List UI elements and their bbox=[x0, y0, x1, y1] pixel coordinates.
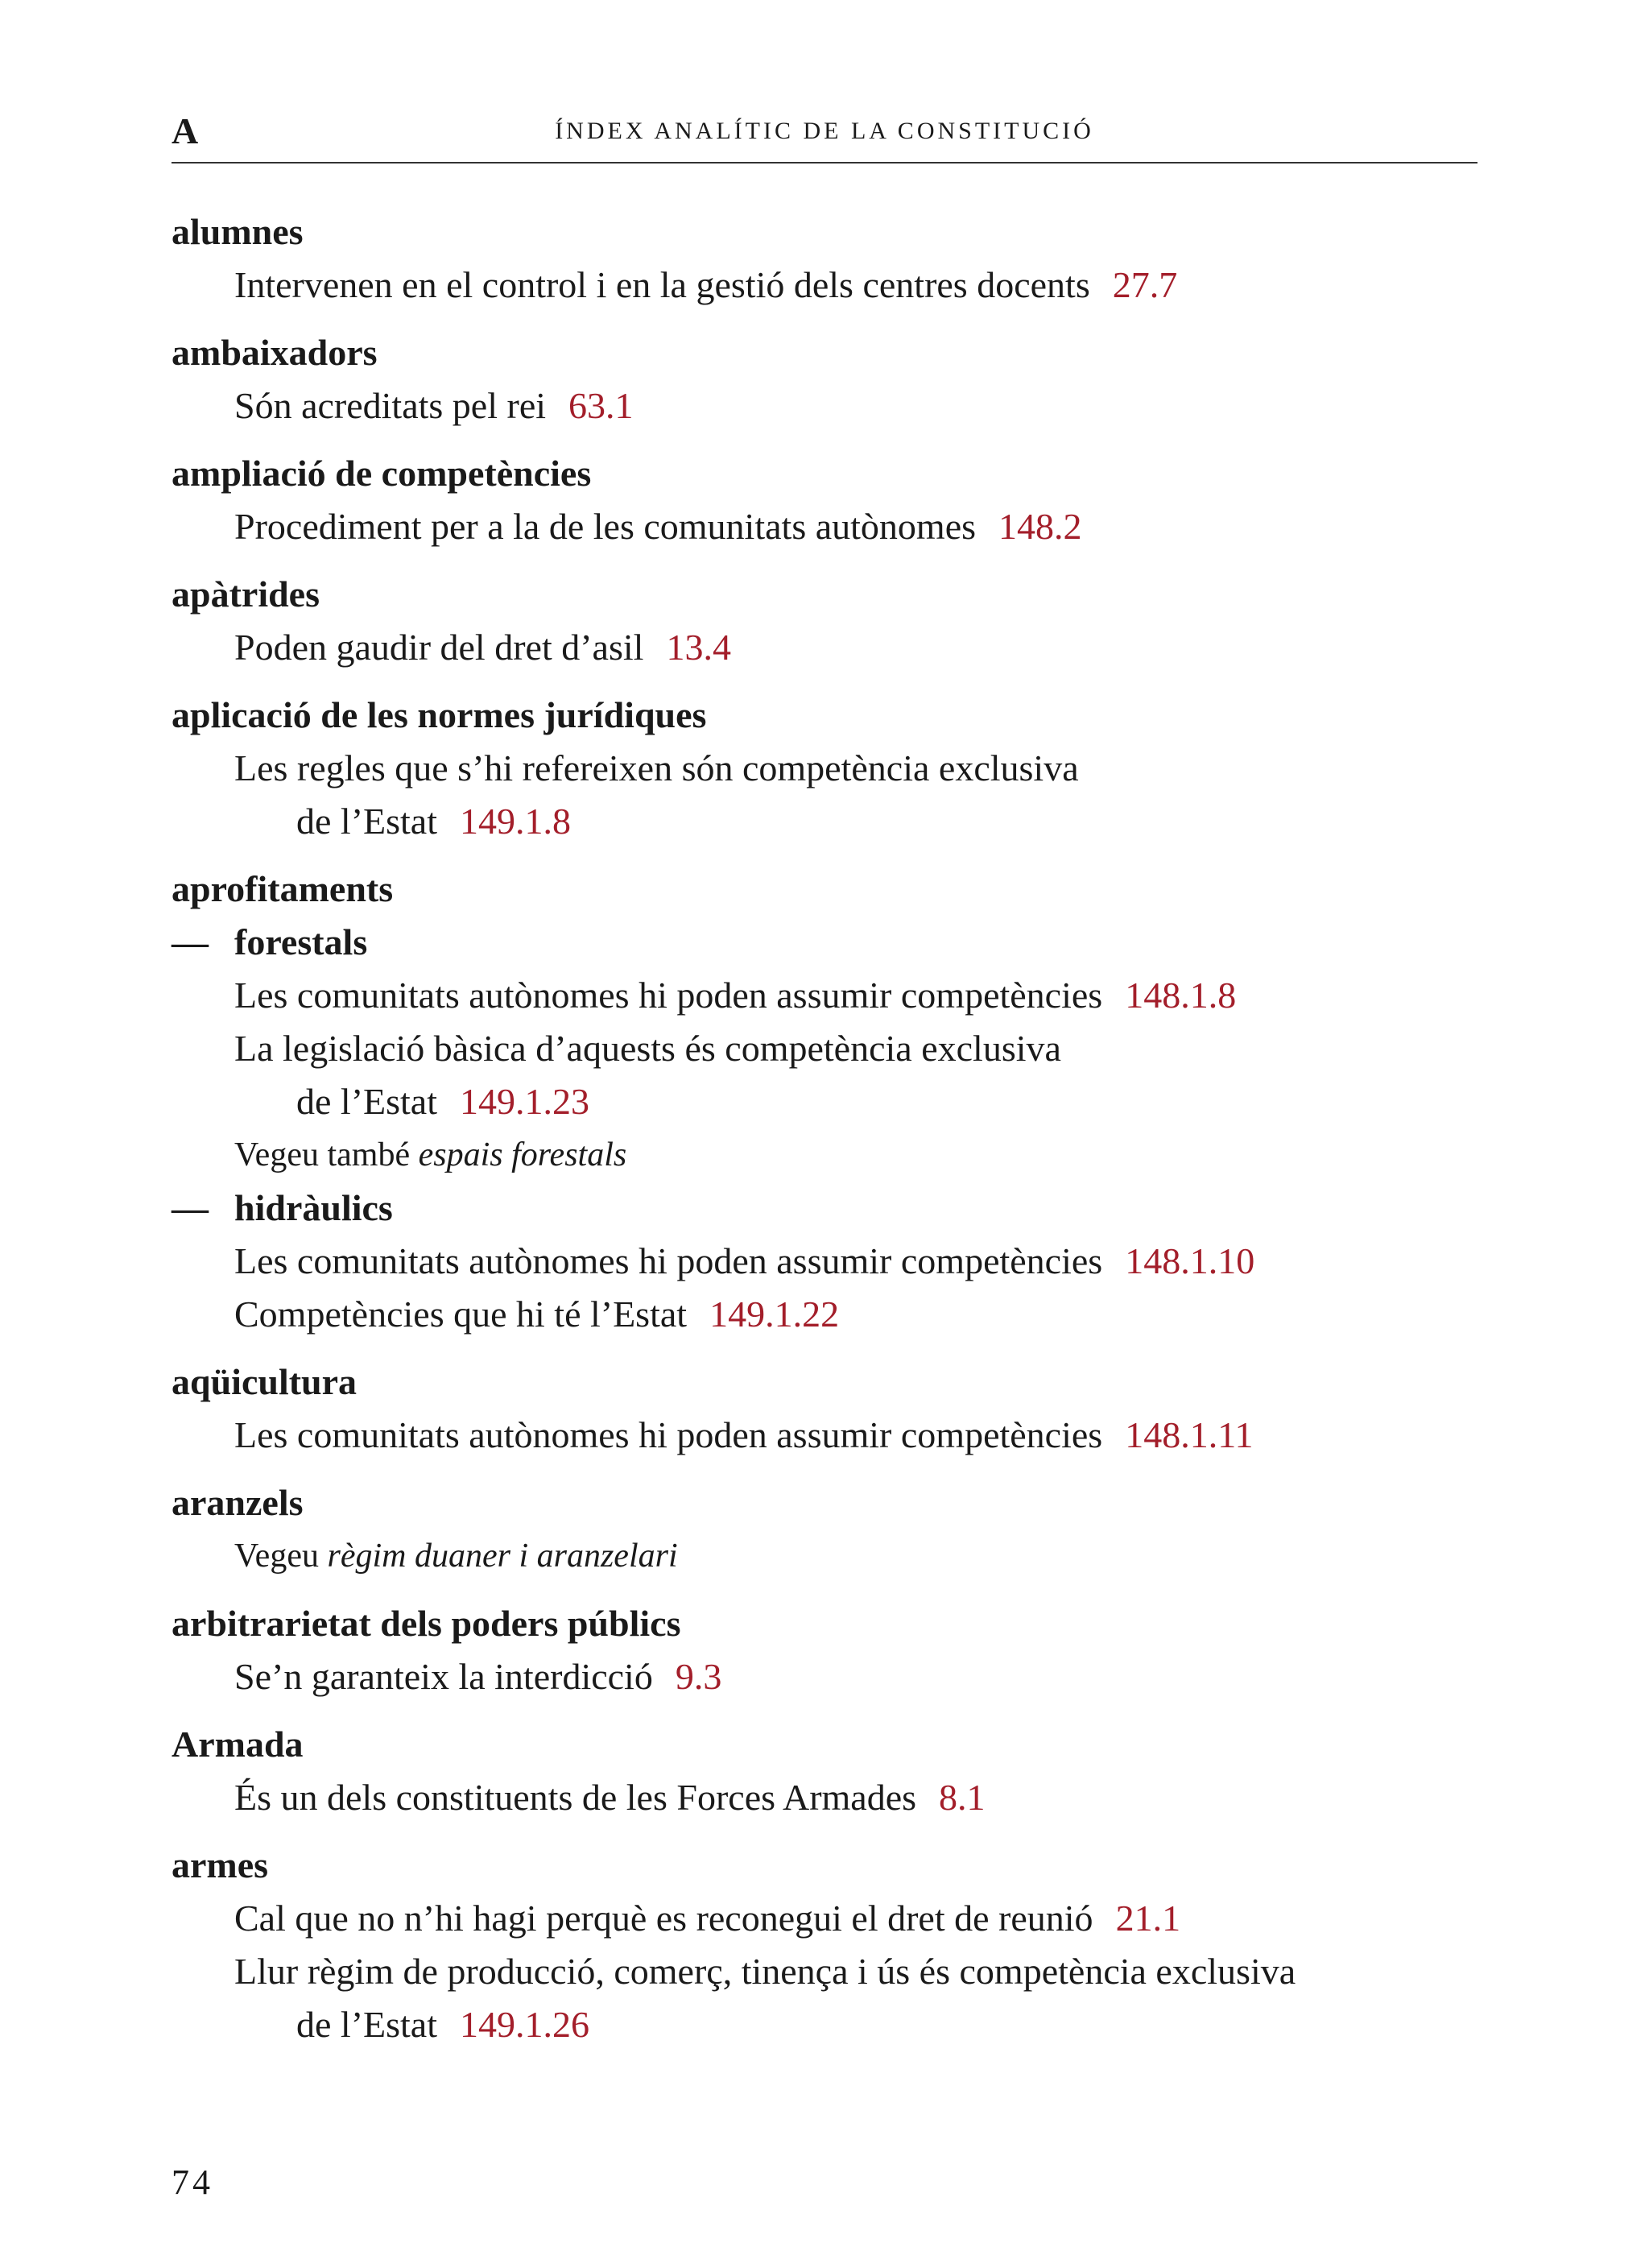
index-entry bbox=[172, 1597, 1492, 1703]
index-term: Armada bbox=[172, 1724, 304, 1765]
entry-description bbox=[172, 379, 1492, 432]
index-entry bbox=[172, 568, 1492, 674]
see-also-target: espais forestals bbox=[418, 1136, 627, 1173]
index-term: alumnes bbox=[172, 211, 304, 252]
description-text: Intervenen en el control i en la gestió dels centres docents bbox=[234, 264, 1090, 305]
article-reference: 8.1 bbox=[939, 1777, 986, 1818]
article-reference: 148.1.8 bbox=[1125, 975, 1237, 1016]
description-text: Cal que no n’hi hagi perquè es reconegui el dret de reunió bbox=[234, 1898, 1093, 1939]
description-text: És un dels constituents de les Forces Armades bbox=[234, 1777, 917, 1818]
article-reference: 63.1 bbox=[568, 385, 634, 426]
entry-description bbox=[172, 1892, 1492, 1945]
subterm-label: forestals bbox=[234, 921, 368, 962]
article-reference: 148.2 bbox=[998, 506, 1082, 547]
see-also-prefix: Vegeu també bbox=[234, 1136, 411, 1173]
description-text: Se’n garanteix la interdicció bbox=[234, 1656, 653, 1697]
section-letter: A bbox=[172, 110, 199, 151]
see-also-reference bbox=[172, 1128, 1492, 1182]
article-reference: 149.1.22 bbox=[709, 1293, 840, 1335]
index-entry bbox=[172, 1839, 1492, 2051]
index-term: aranzels bbox=[172, 1482, 304, 1523]
index-term: aplicació de les normes jurídiques bbox=[172, 694, 707, 735]
entry-description bbox=[172, 969, 1492, 1022]
entry-description bbox=[172, 1945, 1492, 1998]
index-entry bbox=[172, 326, 1492, 432]
article-reference: 149.1.23 bbox=[460, 1081, 589, 1122]
index-term: armes bbox=[172, 1844, 269, 1885]
index-entry bbox=[172, 689, 1492, 848]
see-also-prefix: Vegeu bbox=[234, 1538, 319, 1575]
article-reference: 27.7 bbox=[1112, 264, 1178, 305]
index-term: aqüicultura bbox=[172, 1361, 357, 1402]
article-reference: 21.1 bbox=[1115, 1898, 1181, 1939]
index-entry bbox=[172, 1718, 1492, 1824]
running-title: ÍNDEX ANALÍTIC DE LA CONSTITUCIÓ bbox=[555, 118, 1094, 144]
see-also-target: règim duaner i aranzelari bbox=[327, 1538, 678, 1575]
index-subterm bbox=[172, 916, 1492, 969]
entry-description bbox=[172, 1022, 1492, 1075]
index-entries bbox=[172, 205, 1492, 2066]
article-reference: 148.1.11 bbox=[1125, 1414, 1254, 1455]
index-entry bbox=[172, 1355, 1492, 1462]
index-term: ampliació de competències bbox=[172, 453, 592, 494]
description-text: Llur règim de producció, comerç, tinença i ús és competència exclusiva bbox=[234, 1951, 1296, 1992]
entry-description bbox=[172, 259, 1492, 312]
entry-description bbox=[172, 1235, 1492, 1288]
description-text: Les comunitats autònomes hi poden assumir competències bbox=[234, 975, 1103, 1016]
index-subterm bbox=[172, 1182, 1492, 1235]
index-term: ambaixadors bbox=[172, 332, 378, 373]
article-reference: 13.4 bbox=[666, 627, 731, 668]
continuation-text: de l’Estat bbox=[296, 2004, 437, 2045]
entry-description bbox=[172, 1771, 1492, 1824]
continuation-text: de l’Estat bbox=[296, 1081, 437, 1122]
entry-description bbox=[172, 621, 1492, 674]
description-text: Les comunitats autònomes hi poden assumir competències bbox=[234, 1414, 1103, 1455]
article-reference: 149.1.8 bbox=[460, 801, 571, 842]
see-also-reference bbox=[172, 1529, 1492, 1583]
index-entry bbox=[172, 1476, 1492, 1583]
page-number: 74 bbox=[172, 2162, 213, 2202]
index-term: apàtrides bbox=[172, 573, 320, 615]
page-header bbox=[172, 109, 1477, 163]
index-term: arbitrarietat dels poders públics bbox=[172, 1603, 681, 1644]
index-entry bbox=[172, 863, 1492, 1341]
entry-description bbox=[172, 1409, 1492, 1462]
entry-description bbox=[172, 1288, 1492, 1341]
article-reference: 9.3 bbox=[675, 1656, 722, 1697]
index-entry bbox=[172, 447, 1492, 553]
article-reference: 148.1.10 bbox=[1125, 1240, 1255, 1281]
entry-description bbox=[172, 742, 1492, 795]
subterm-dash: — bbox=[172, 1187, 209, 1228]
entry-description-continuation bbox=[172, 1075, 1492, 1128]
subterm-dash: — bbox=[172, 921, 209, 962]
continuation-text: de l’Estat bbox=[296, 801, 437, 842]
entry-description-continuation bbox=[172, 795, 1492, 848]
description-text: La legislació bàsica d’aquests és competència exclusiva bbox=[234, 1028, 1061, 1069]
description-text: Procediment per a la de les comunitats autònomes bbox=[234, 506, 977, 547]
entry-description bbox=[172, 1650, 1492, 1703]
index-term: aprofitaments bbox=[172, 868, 394, 909]
subterm-label: hidràulics bbox=[234, 1187, 393, 1228]
description-text: Són acreditats pel rei bbox=[234, 385, 547, 426]
entry-description-continuation bbox=[172, 1998, 1492, 2051]
article-reference: 149.1.26 bbox=[460, 2004, 589, 2045]
description-text: Les comunitats autònomes hi poden assumir competències bbox=[234, 1240, 1103, 1281]
entry-description bbox=[172, 500, 1492, 553]
description-text: Poden gaudir del dret d’asil bbox=[234, 627, 644, 668]
index-entry bbox=[172, 205, 1492, 312]
description-text: Competències que hi té l’Estat bbox=[234, 1293, 688, 1335]
description-text: Les regles que s’hi refereixen són competència exclusiva bbox=[234, 747, 1079, 788]
